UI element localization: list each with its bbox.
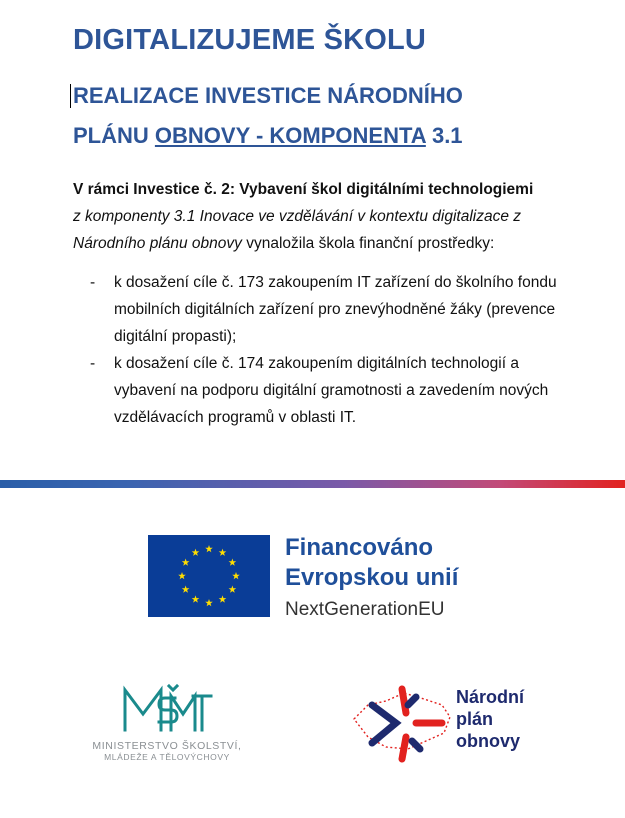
eu-star-icon xyxy=(205,599,213,606)
eu-flag-icon xyxy=(148,535,270,617)
intro-bold: V rámci Investice č. 2: Vybavení škol digitálními technologiemi xyxy=(73,181,534,198)
gradient-divider xyxy=(0,480,625,488)
subtitle-part-c: 3.1 xyxy=(425,123,463,148)
eu-star-icon xyxy=(182,586,190,593)
eu-star-icon xyxy=(219,595,227,602)
eu-star-icon xyxy=(229,586,237,593)
eu-star-icon xyxy=(192,595,200,602)
bullet-text: k dosažení cíle č. 173 zakoupením IT zařízení do školního fondu mobilních digitálních zařízení pro znevýhodněné žáky (prevence digitální propasti); xyxy=(114,274,557,345)
subtitle-underlined-part: OBNOVY - KOMPONENTA xyxy=(154,123,426,148)
npo-line-1: Národní xyxy=(456,687,525,707)
msmt-mark-icon xyxy=(121,680,213,738)
eu-star-icon xyxy=(178,572,186,579)
bullet-dash: - xyxy=(90,355,96,372)
msmt-logo xyxy=(82,680,252,762)
eu-funding-text xyxy=(285,533,458,625)
eu-line-2: Evropskou unií xyxy=(285,564,459,591)
intro-rest: vynaložila škola finanční prostředky: xyxy=(241,235,495,252)
bullet-item xyxy=(90,350,560,431)
eu-star-icon xyxy=(232,572,240,579)
bullet-list xyxy=(90,269,560,431)
page-title: DIGITALIZUJEME ŠKOLU xyxy=(73,24,427,56)
npo-line-3: obnovy xyxy=(456,731,521,751)
eu-line-1: Financováno xyxy=(285,534,434,561)
msmt-line-1: MINISTERSTVO ŠKOLSTVÍ, xyxy=(92,740,242,752)
npo-line-2: plán xyxy=(456,709,494,729)
intro-paragraph xyxy=(73,176,583,257)
eu-star-icon xyxy=(205,545,213,552)
eu-star-icon xyxy=(229,559,237,566)
eu-stars xyxy=(148,535,270,617)
bullet-dash: - xyxy=(90,274,96,291)
bullet-text: k dosažení cíle č. 174 zakoupením digitálních technologií a vybavení na podporu digitální gramotnosti a zavedením nových vzdělávacích programů v oblasti IT. xyxy=(114,355,549,426)
bullet-item xyxy=(90,269,560,350)
eu-line-3: NextGenerationEU xyxy=(285,599,445,620)
eu-star-icon xyxy=(192,549,200,556)
subtitle-line-1: REALIZACE INVESTICE NÁRODNÍHO xyxy=(73,83,463,108)
subtitle-line-2 xyxy=(73,123,463,149)
eu-star-icon xyxy=(182,559,190,566)
text-cursor xyxy=(70,84,71,108)
npo-logo-text xyxy=(456,686,524,752)
msmt-line-2: MLÁDEŽE A TĚLOVÝCHOVY xyxy=(104,752,230,762)
subtitle-part-a: PLÁNU xyxy=(73,123,155,148)
intro-italic: z komponenty 3.1 Inovace ve vzdělávání v kontextu digitalizace z Národního plánu obnovy xyxy=(73,208,522,252)
eu-star-icon xyxy=(219,549,227,556)
